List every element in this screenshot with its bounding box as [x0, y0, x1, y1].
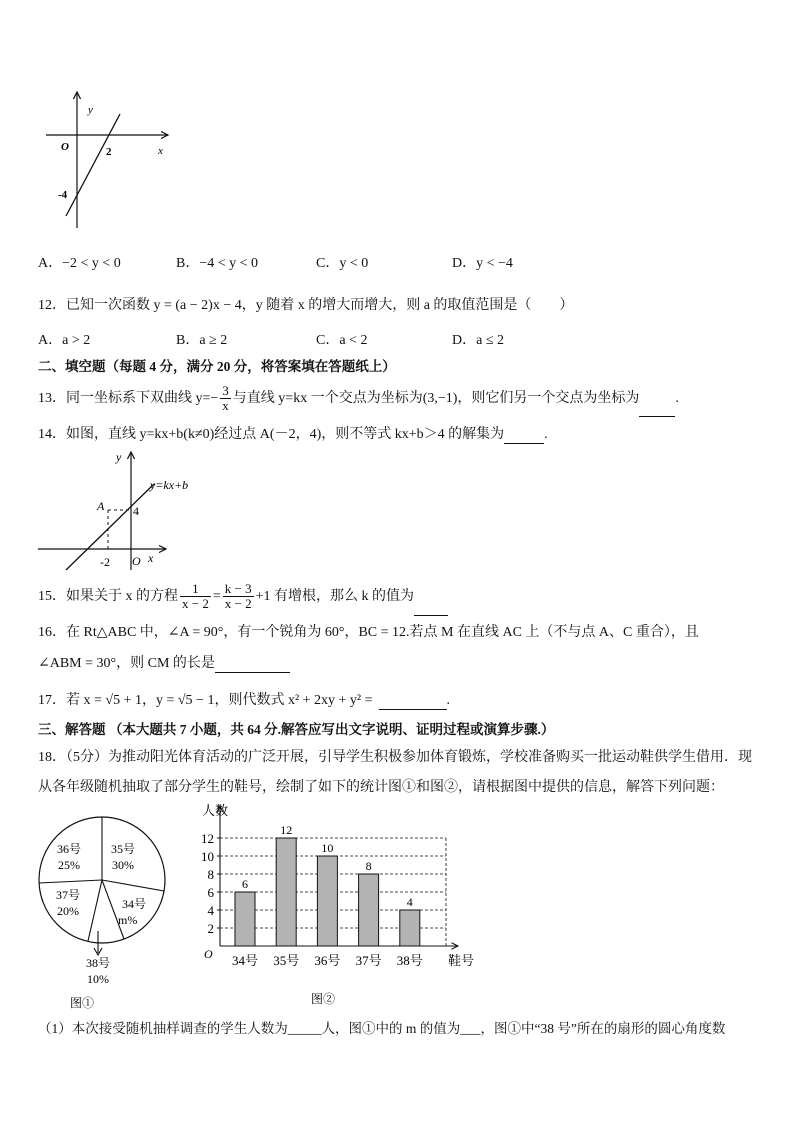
q18-line-2: 从各年级随机抽取了部分学生的鞋号，绘制了如下的统计图①和图②，请根据图中提供的信息，解答下列问题：	[38, 780, 724, 795]
q18-line-1: 18．（5分）为推动阳光体育活动的广泛开展，引导学生积极参加体育锻炼，学校准备购买一批运动鞋供学生借用．现	[38, 750, 752, 765]
x-label: x	[158, 145, 163, 157]
bar	[359, 874, 379, 946]
bar-category-label: 36号	[314, 953, 341, 968]
x-intercept-label: 2	[106, 146, 112, 158]
point-a-label: A	[97, 499, 105, 513]
pie-label-36: 36号	[57, 842, 82, 856]
bar-value-label: 4	[406, 895, 413, 909]
q11-option-c[interactable]: C．y < 0	[316, 256, 369, 271]
pie-label-38: 38号	[86, 956, 111, 970]
bar-chart	[190, 800, 490, 1015]
pie-label-37: 37号	[56, 888, 81, 902]
bar	[235, 892, 255, 946]
q14-answer-blank[interactable]	[504, 429, 544, 444]
bar-category-label: 34号	[231, 953, 259, 968]
bar-caption: 图②	[311, 992, 336, 1006]
q15: 15．如果关于 x 的方程 $\frac{1}{x - 2}$ = $\frac{k - 3}{x - 2}$ +1 有增根，那么 k 的值为	[38, 578, 448, 616]
q15-fraction-1: $\frac{1}{x - 2}$	[182, 581, 209, 612]
q12-stem: 12．已知一次函数 y = (a − 2)x − 4，y 随着 x 的增大而增大，则 a 的取值范围是（ ）	[38, 298, 574, 313]
pie-label-34: 34号	[122, 897, 147, 911]
y-intercept-label: -4	[58, 189, 68, 201]
bar-y-tick-label: 4	[207, 903, 214, 918]
y-label: y	[88, 104, 93, 116]
bar-value-label: 8	[365, 859, 372, 873]
y-label: y	[116, 450, 122, 464]
x-m2-label: -2	[100, 555, 110, 569]
q13-post: 与直线 y=kx 一个交点为坐标为(3,−1)，则它们另一个交点为坐标为	[232, 391, 640, 406]
origin-label: O	[61, 141, 69, 153]
q18-sub1: （1）本次接受随机抽样调查的学生人数为_____人，图①中的 m 的值为___，图①中“38 号”所在的扇形的圆心角度数	[38, 1021, 726, 1036]
pie-chart	[30, 805, 180, 1025]
pie-label-35: 35号	[111, 842, 136, 856]
q14-stem: 14．如图，直线 y=kx+b(k≠0)经过点 A(－2，4)，则不等式 kx+b＞4 的解集为 .	[38, 427, 548, 442]
bar-ylabel: 人数	[202, 803, 229, 818]
q16-answer-blank[interactable]	[215, 658, 290, 673]
q12-option-b[interactable]: B．a ≥ 2	[176, 333, 228, 348]
bar-category-label: 37号	[355, 953, 382, 968]
bar-y-tick-label: 12	[201, 831, 214, 846]
bar-category-label: 35号	[273, 953, 300, 968]
section-3-heading: 三、解答题 （本大题共 7 小题，共 64 分.解答应写出文字说明、证明过程或演算步骤.）	[38, 722, 555, 737]
pie-pct-38: 10%	[87, 972, 109, 986]
q15-fraction-2: $\frac{k - 3}{x - 2}$	[224, 581, 252, 612]
bar-xlabel: 鞋号	[448, 953, 475, 968]
q17: 17．若 x = √5 + 1，y = √5 − 1，则代数式 x² + 2xy + y² = .	[38, 693, 451, 708]
line-label: y=kx+b	[150, 478, 189, 492]
q13-answer-blank[interactable]	[639, 402, 675, 417]
graph-line	[66, 114, 120, 216]
q13-fraction: $\frac{3}{x}$	[222, 383, 229, 414]
bar-y-tick-label: 2	[207, 921, 214, 936]
pie-pct-35: 30%	[112, 858, 134, 872]
origin-label: O	[132, 554, 141, 568]
x-label: x	[148, 551, 154, 565]
bar-y-tick-label: 6	[207, 885, 214, 900]
bar-origin: O	[204, 947, 213, 961]
section-2-heading: 二、填空题（每题 4 分，满分 20 分，将答案填在答题纸上）	[38, 359, 396, 374]
bar-value-label: 12	[280, 823, 293, 837]
bar-value-label: 6	[242, 877, 248, 891]
q11-option-a[interactable]: A．−2 < y < 0	[38, 256, 121, 271]
bar-marks	[201, 823, 446, 968]
q16-line-2: ∠ABM = 30°，则 CM 的长是	[38, 655, 290, 673]
q13-pre: 13．同一坐标系下双曲线 y=−	[38, 391, 219, 406]
q15-answer-blank[interactable]	[414, 601, 448, 616]
bar	[317, 856, 337, 946]
q17-answer-blank[interactable]	[379, 695, 447, 710]
pie-pct-34: m%	[118, 913, 138, 927]
pie-pct-36: 25%	[58, 858, 80, 872]
bar-y-tick-label: 8	[207, 867, 214, 882]
pie-pct-37: 20%	[57, 904, 79, 918]
q13: 13．同一坐标系下双曲线 y=− $\frac{3}{x}$ 与直线 y=kx 一个交点为坐标为(3,−1)，则它们另一个交点为坐标为 .	[38, 381, 679, 417]
bar	[276, 838, 296, 946]
q11-option-b[interactable]: B．−4 < y < 0	[176, 256, 259, 271]
q12-option-c[interactable]: C．a < 2	[316, 333, 368, 348]
bar	[400, 910, 420, 946]
graph-line	[66, 484, 154, 570]
q16-line-1: 16．在 Rt△ABC 中，∠A = 90°，有一个锐角为 60°，BC = 12.若点 M 在直线 AC 上（不与点 A、C 重合），且	[38, 625, 699, 640]
q14-graph	[36, 448, 206, 574]
pie-caption: 图①	[70, 996, 95, 1010]
bar-value-label: 10	[321, 841, 334, 855]
bar-y-tick-label: 10	[201, 849, 214, 864]
bar-category-label: 38号	[396, 953, 423, 968]
y-4-label: 4	[133, 504, 139, 518]
q11-graph	[40, 88, 180, 233]
q12-option-d[interactable]: D．a ≤ 2	[452, 333, 505, 348]
q11-option-d[interactable]: D．y < −4	[452, 256, 513, 271]
q12-option-a[interactable]: A．a > 2	[38, 333, 91, 348]
